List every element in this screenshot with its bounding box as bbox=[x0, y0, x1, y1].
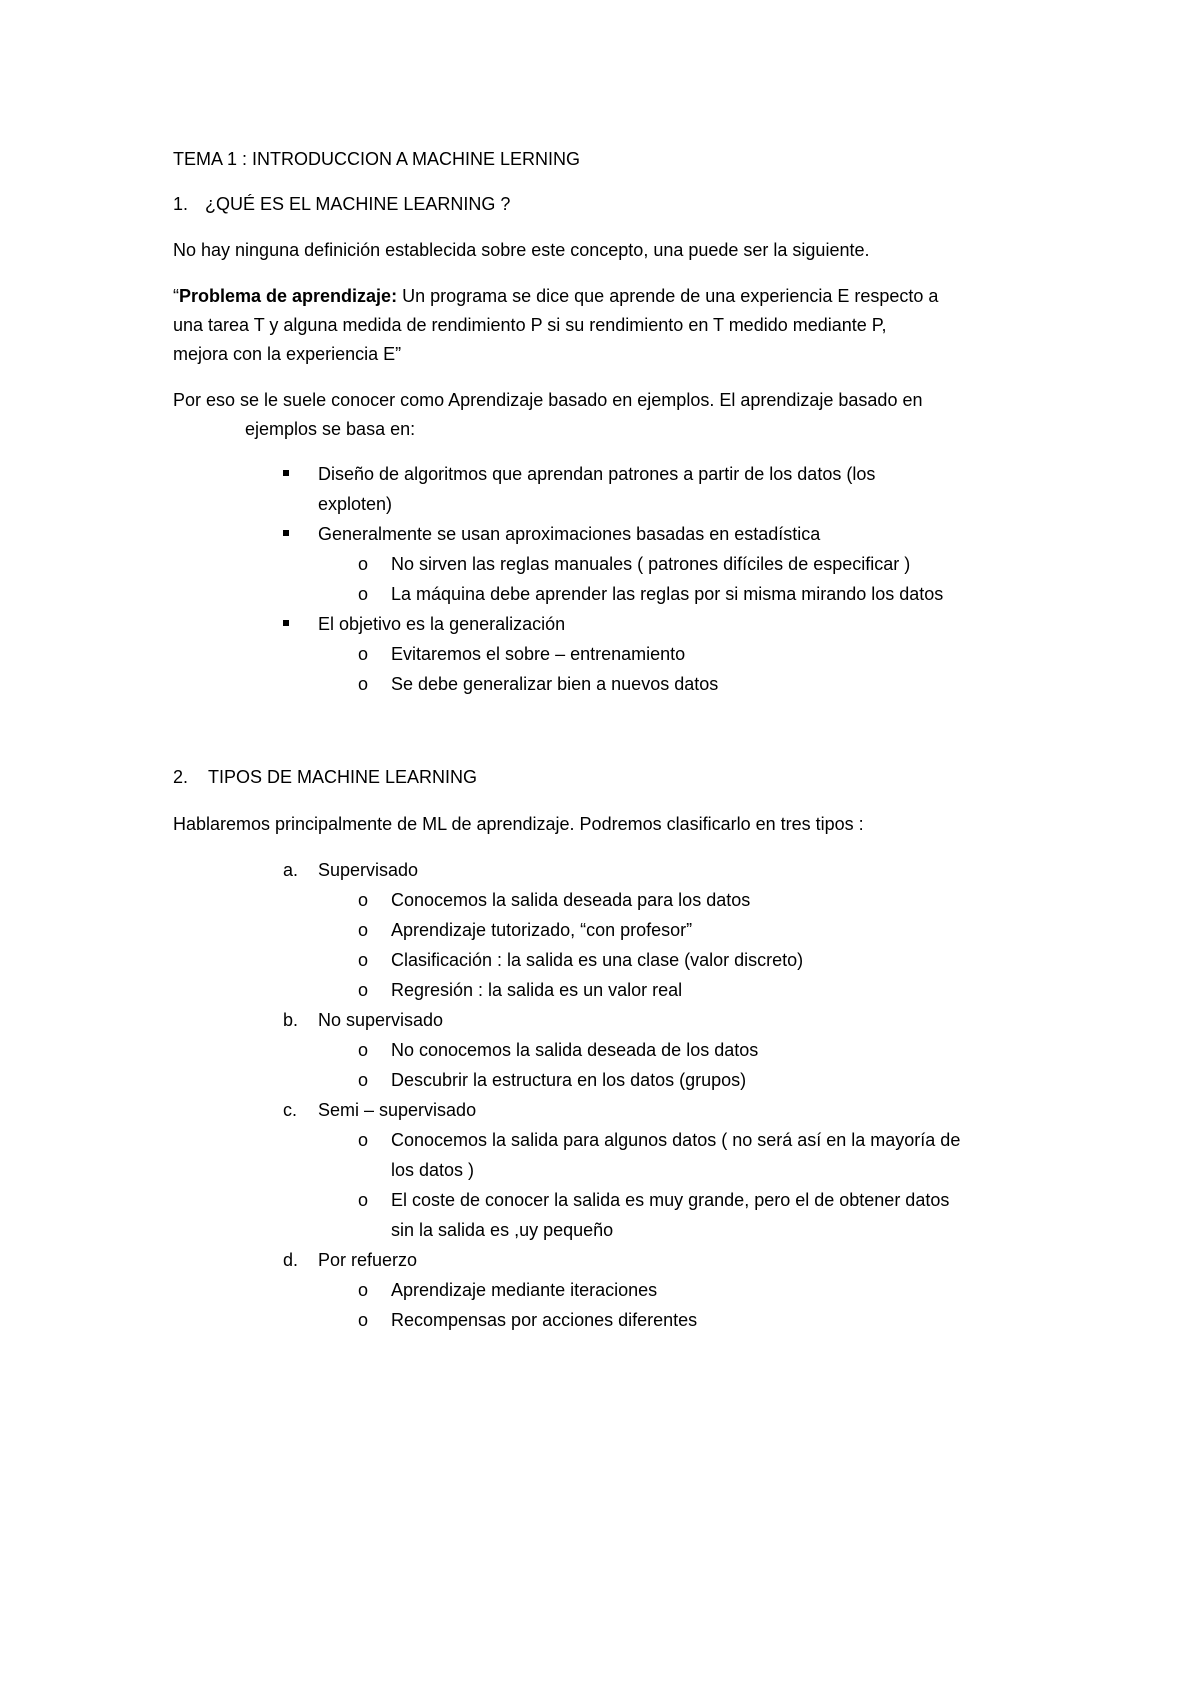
circle-bullet-icon: o bbox=[358, 920, 369, 940]
document-title: TEMA 1 : INTRODUCCION A MACHINE LERNING bbox=[173, 149, 581, 169]
circle-bullet-icon: o bbox=[358, 980, 369, 1000]
sub-item: Descubrir la estructura en los datos (grupos) bbox=[391, 1070, 747, 1090]
circle-bullet-icon: o bbox=[358, 554, 369, 574]
sub-item: No sirven las reglas manuales ( patrones difíciles de especificar ) bbox=[391, 554, 911, 574]
circle-bullet-icon: o bbox=[358, 644, 369, 664]
sub-item: Regresión : la salida es un valor real bbox=[391, 980, 683, 1000]
quote-open: “ bbox=[173, 286, 179, 306]
quote-line-1 bbox=[173, 285, 938, 307]
section-2-heading: TIPOS DE MACHINE LEARNING bbox=[208, 767, 478, 787]
list-marker: a. bbox=[283, 860, 299, 880]
sub-item: Aprendizaje mediante iteraciones bbox=[391, 1280, 658, 1300]
circle-bullet-icon: o bbox=[358, 1280, 369, 1300]
circle-bullet-icon: o bbox=[358, 950, 369, 970]
type-label: No supervisado bbox=[318, 1010, 444, 1030]
list-marker: c. bbox=[283, 1100, 298, 1120]
section-1-intro: No hay ninguna definición establecida sobre este concepto, una puede ser la siguiente. bbox=[173, 240, 870, 260]
section-1-number: 1. bbox=[173, 194, 189, 214]
square-bullet-icon bbox=[283, 470, 289, 476]
section-2-intro: Hablaremos principalmente de ML de aprendizaje. Podremos clasificarlo en tres tipos : bbox=[173, 814, 864, 834]
sub-item-continuation: los datos ) bbox=[391, 1160, 475, 1180]
circle-bullet-icon: o bbox=[358, 1190, 369, 1210]
sub-item: Conocemos la salida deseada para los datos bbox=[391, 890, 751, 910]
sub-item-continuation: sin la salida es ,uy pequeño bbox=[391, 1220, 614, 1240]
section-2-number: 2. bbox=[173, 767, 189, 787]
sub-item: No conocemos la salida deseada de los datos bbox=[391, 1040, 759, 1060]
sub-item: El coste de conocer la salida es muy grande, pero el de obtener datos bbox=[391, 1190, 950, 1210]
bullet-2-line-1: Generalmente se usan aproximaciones basadas en estadística bbox=[318, 524, 821, 544]
bullet-1-line-2: exploten) bbox=[318, 494, 393, 514]
circle-bullet-icon: o bbox=[358, 1070, 369, 1090]
square-bullet-icon bbox=[283, 530, 289, 536]
quote-bold-term: Problema de aprendizaje: bbox=[179, 286, 398, 306]
sub-item: Recompensas por acciones diferentes bbox=[391, 1310, 698, 1330]
bullet-3-line-1: El objetivo es la generalización bbox=[318, 614, 566, 634]
square-bullet-icon bbox=[283, 620, 289, 626]
circle-bullet-icon: o bbox=[358, 1310, 369, 1330]
sub-item: Evitaremos el sobre – entrenamiento bbox=[391, 644, 686, 664]
circle-bullet-icon: o bbox=[358, 1040, 369, 1060]
circle-bullet-icon: o bbox=[358, 584, 369, 604]
section-1-heading: ¿QUÉ ES EL MACHINE LEARNING ? bbox=[205, 194, 511, 214]
quote-line-1-text: Un programa se dice que aprende de una experiencia E respecto a bbox=[397, 286, 939, 306]
type-label: Supervisado bbox=[318, 860, 419, 880]
circle-bullet-icon: o bbox=[358, 1130, 369, 1150]
circle-bullet-icon: o bbox=[358, 674, 369, 694]
sub-item: Se debe generalizar bien a nuevos datos bbox=[391, 674, 719, 694]
sub-item: Conocemos la salida para algunos datos ( no será así en la mayoría de bbox=[391, 1130, 961, 1150]
type-label: Por refuerzo bbox=[318, 1250, 418, 1270]
circle-bullet-icon: o bbox=[358, 890, 369, 910]
quote-line-3: mejora con la experiencia E” bbox=[173, 344, 402, 364]
type-label: Semi – supervisado bbox=[318, 1100, 477, 1120]
list-marker: d. bbox=[283, 1250, 299, 1270]
sub-item: La máquina debe aprender las reglas por si misma mirando los datos bbox=[391, 584, 944, 604]
sub-item: Aprendizaje tutorizado, “con profesor” bbox=[391, 920, 693, 940]
sub-item: Clasificación : la salida es una clase (valor discreto) bbox=[391, 950, 804, 970]
paragraph-line-2: ejemplos se basa en: bbox=[245, 419, 416, 439]
bullet-1-line-1: Diseño de algoritmos que aprendan patrones a partir de los datos (los bbox=[318, 464, 876, 484]
paragraph-line-1: Por eso se le suele conocer como Aprendizaje basado en ejemplos. El aprendizaje basado en bbox=[173, 390, 923, 410]
quote-line-2: una tarea T y alguna medida de rendimiento P si su rendimiento en T medido mediante P, bbox=[173, 315, 887, 335]
list-marker: b. bbox=[283, 1010, 299, 1030]
